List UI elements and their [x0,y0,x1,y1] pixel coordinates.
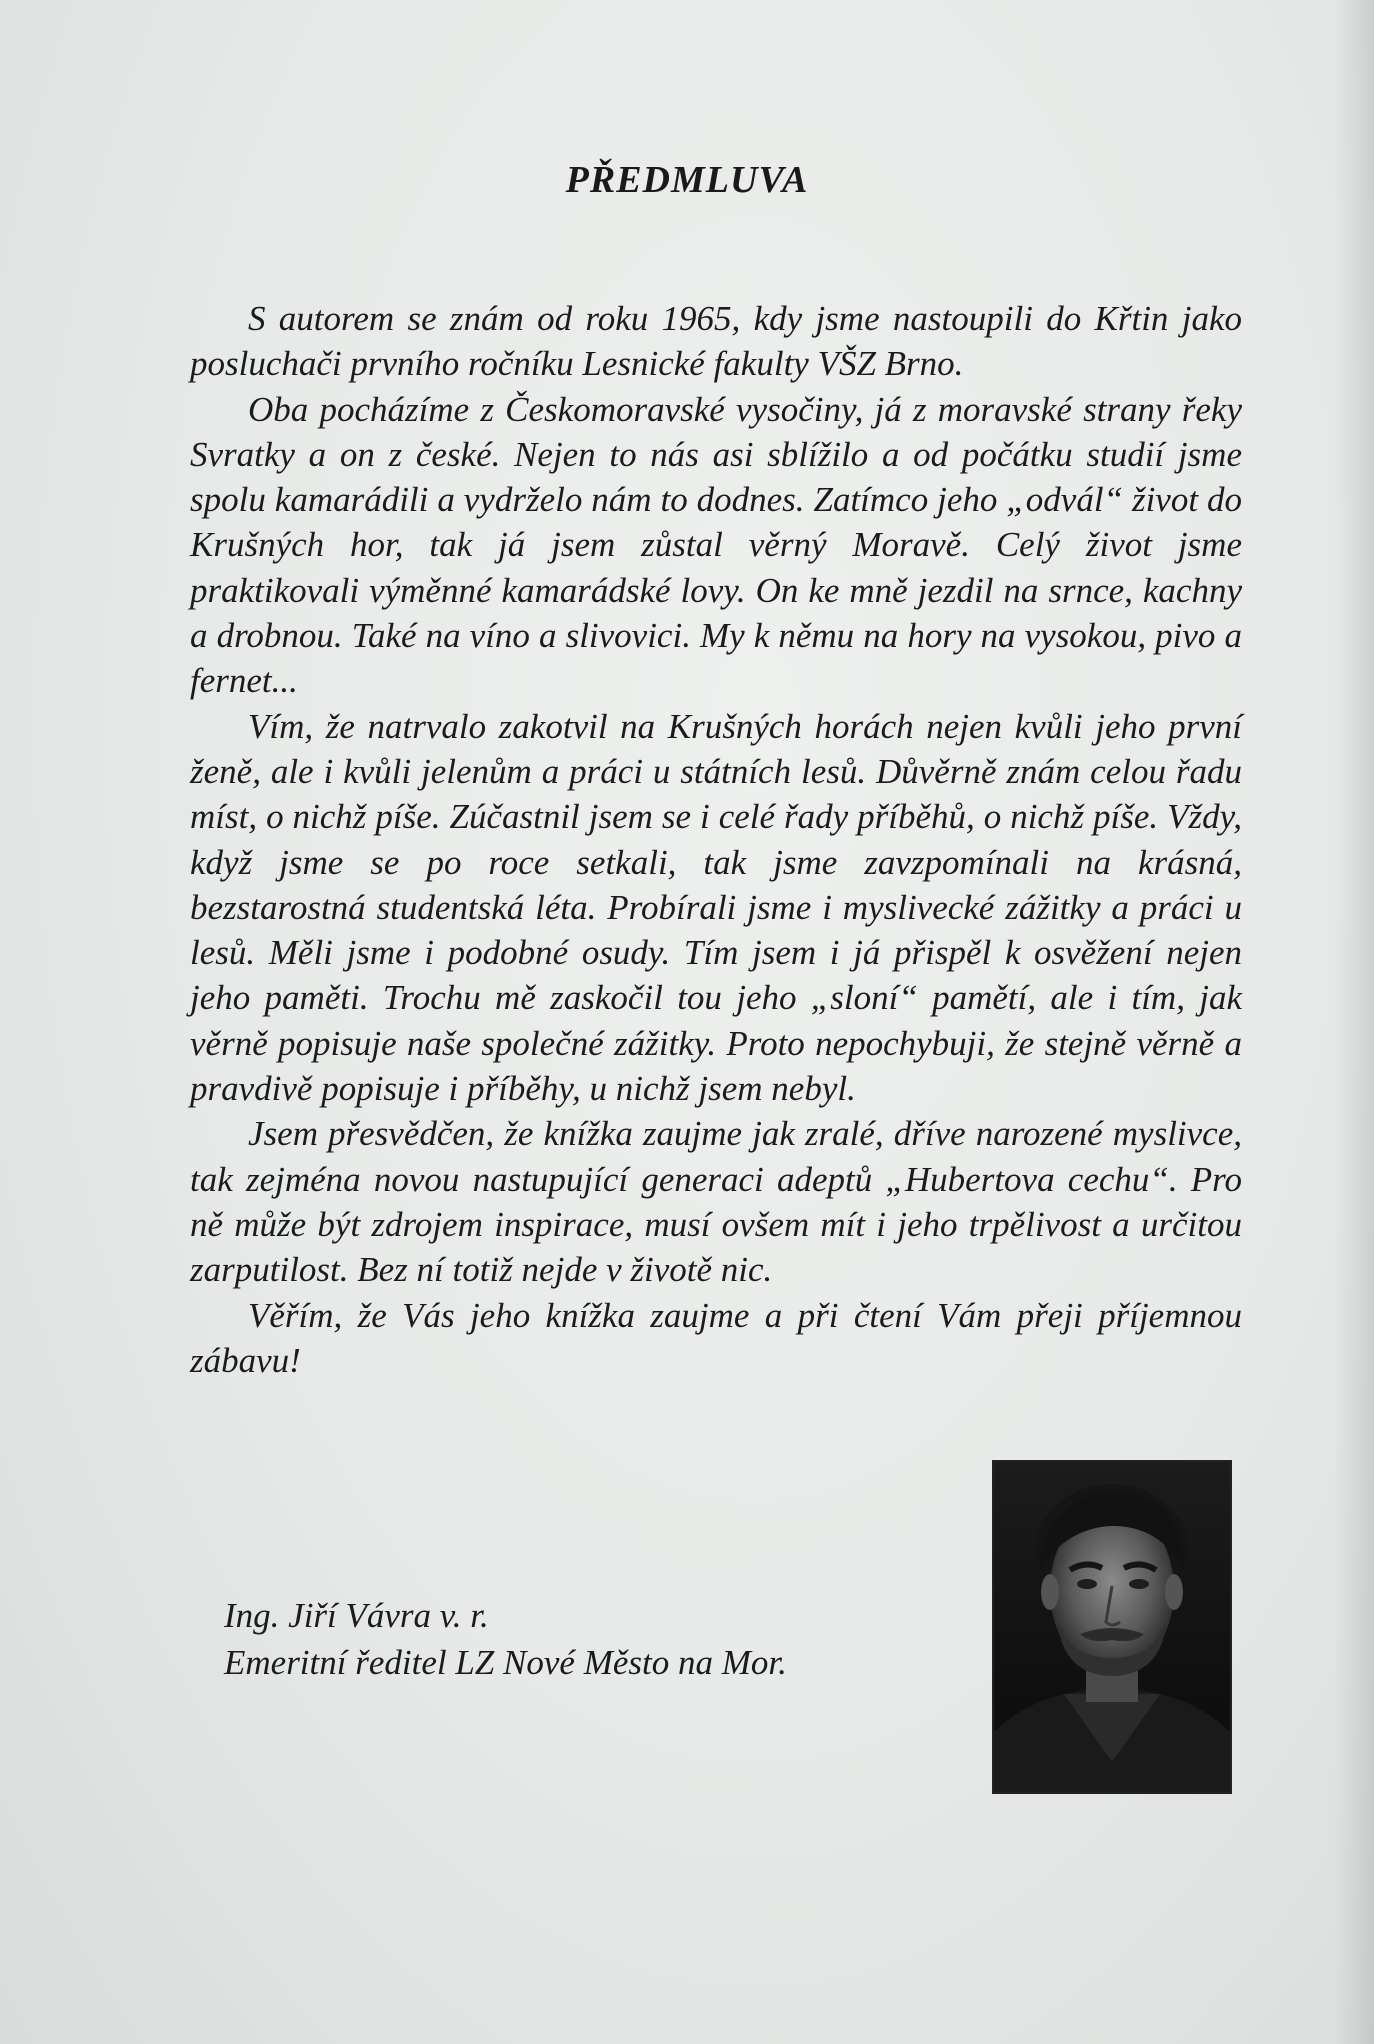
page-title: PŘEDMLUVA [565,159,809,201]
preface-text [190,296,1242,1383]
paragraph: S autorem se znám od roku 1965, kdy jsme nastoupili do Křtin jako posluchači prvního ročníku Lesnické fakulty VŠZ Brno. [190,299,1242,384]
paragraph: Jsem přesvědčen, že knížka zaujme jak zralé, dříve narozené myslivce, tak zejména novou nastupující generaci adeptů „Hubertova cechu“. Pro ně může být zdrojem inspirace, musí ovšem mít i jeho trpělivost a určitou zarputilost. Bez ní totiž nejde v životě nic. [190,1114,1242,1290]
paragraph: Věřím, že Vás jeho knížka zaujme a při čtení Vám přeji příjemnou zábavu! [190,1295,1242,1380]
portrait-image [994,1462,1230,1792]
signature-position: Emeritní ředitel LZ Nové Město na Mor. [224,1643,787,1682]
signature-block [224,1592,787,1686]
signature-name: Ing. Jiří Vávra v. r. [224,1596,489,1635]
author-photo [992,1460,1232,1794]
paragraph: Oba pocházíme z Českomoravské vysočiny, já z moravské strany řeky Svratky a on z české. Nejen to nás asi sblížilo a od počátku studií jsme spolu kamarádili a vydrželo nám to dodnes. Zatímco jeho „odvál“ život do Krušných hor, tak já jsem zůstal věrný Moravě. Celý život jsme praktikovali výměnné kamarádské lovy. On ke mně jezdil na srnce, kachny a drobnou. Také na víno a slivovici. My k němu na hory na vysokou, pivo a fernet... [190,389,1242,701]
paragraph: Vím, že natrvalo zakotvil na Krušných horách nejen kvůli jeho první ženě, ale i kvůli jelenům a práci u státních lesů. Důvěrně znám celou řadu míst, o nichž píše. Zúčastnil jsem se i celé řady příběhů, o nichž píše. Vždy, když jsme se po roce setkali, tak jsme zavzpomínali na krásná, bezstarostná studentská léta. Probírali jsme i myslivecké zážitky a práci u lesů. Měli jsme i podobné osudy. Tím jsem i já přispěl k osvěžení nejen jeho paměti. Trochu mě zaskočil tou jeho „sloní“ pamětí, ale i tím, jak věrně popisuje naše společné zážitky. Proto nepochybuji, že stejně věrně a pravdivě popisuje i příběhy, u nichž jsem nebyl. [190,706,1242,1109]
